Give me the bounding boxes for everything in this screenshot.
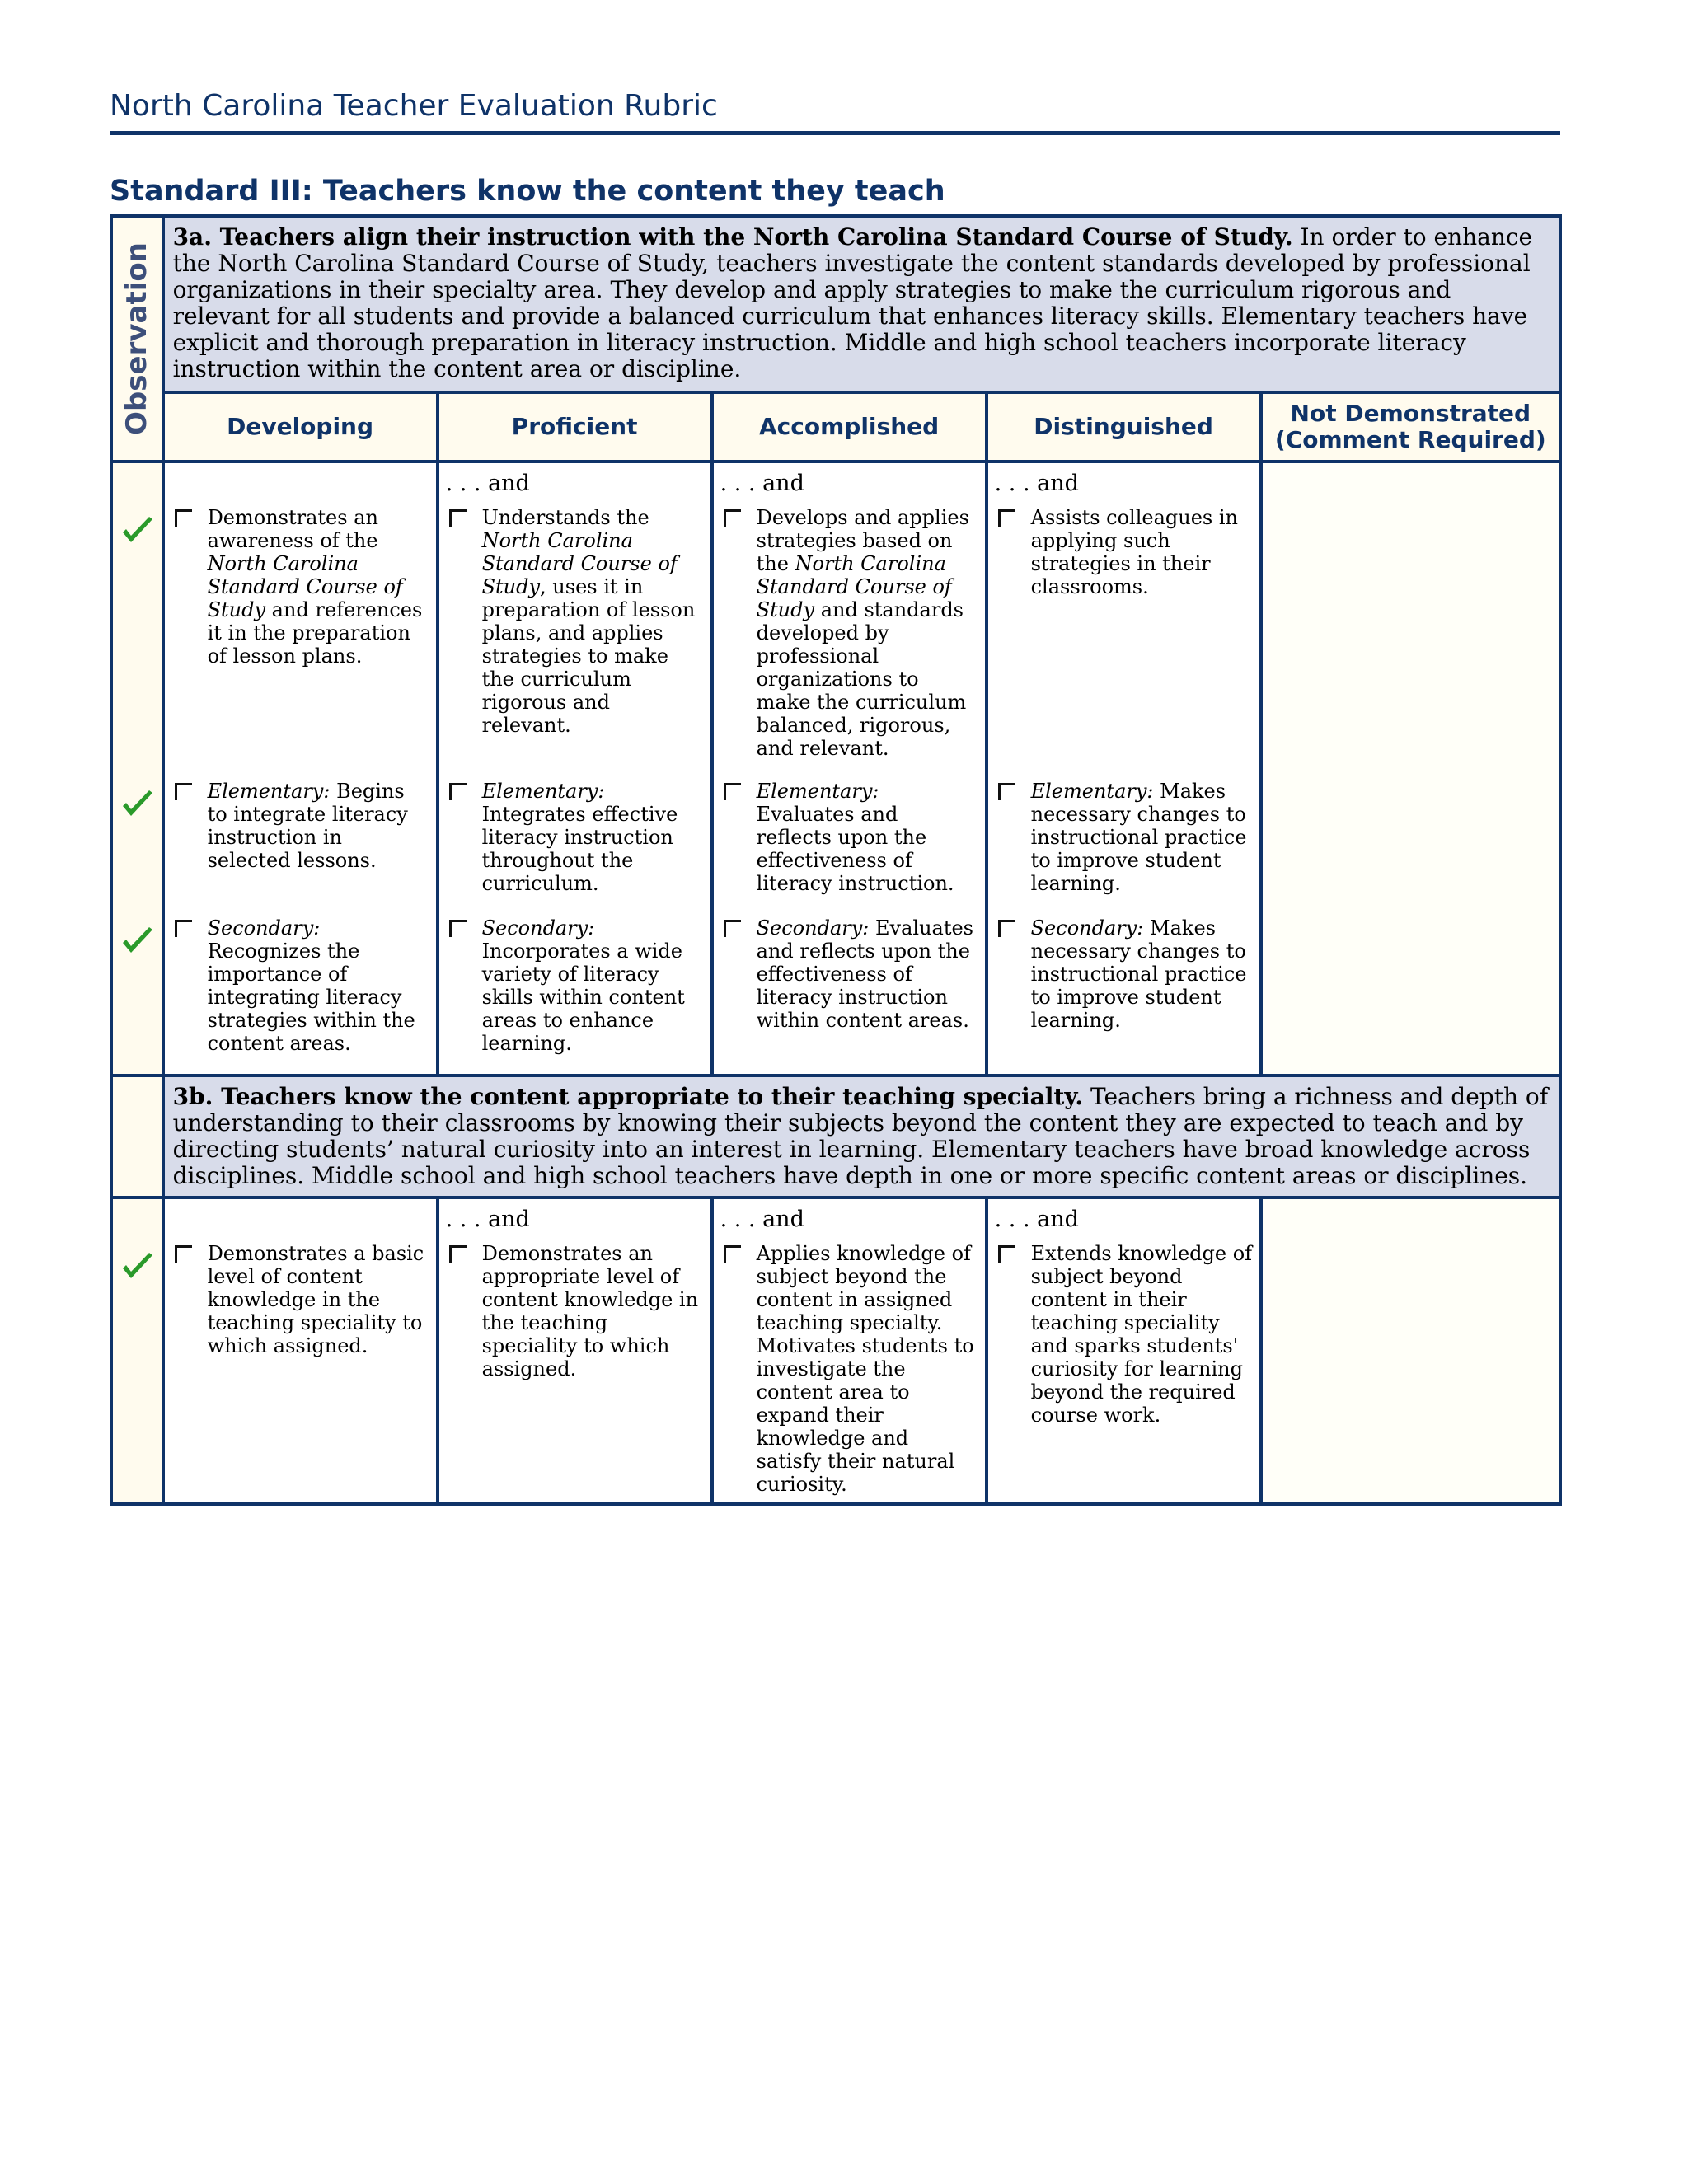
section-3a-lead: 3a. Teachers align their instruction with the North Carolina Standard Course of Study. <box>172 223 1293 251</box>
check-icon <box>120 925 156 958</box>
observation-spacer-3b <box>111 1076 163 1197</box>
checkbox[interactable] <box>449 509 467 527</box>
proficient-3a-cell <box>438 462 712 1076</box>
list-item: Demonstrates an appropriate level of content knowledge in the teaching speciality to which assigned. <box>446 1242 704 1380</box>
checkbox[interactable] <box>998 1245 1015 1263</box>
proficient-3b-cell <box>438 1197 712 1504</box>
list-item: Secondary: Makes necessary changes to instructional practice to improve student learning. <box>995 916 1253 1032</box>
column-header-developing: Developing <box>163 392 438 462</box>
developing-3a-cell <box>163 462 438 1076</box>
and-label: . . . and <box>994 471 1079 496</box>
not-demonstrated-line1: Not Demonstrated <box>1290 400 1531 427</box>
list-item: Assists colleagues in applying such strategies in their classrooms. <box>995 506 1253 780</box>
title-divider <box>110 131 1560 135</box>
accomplished-3b-cell <box>712 1197 987 1504</box>
accomplished-3a-cell <box>712 462 987 1076</box>
list-item: Develops and applies strategies based on the North Carolina Standard Course of Study and standards developed by professional organizations to make the curriculum balanced, rigorous, and relevant. <box>720 506 978 780</box>
observation-label: Observation <box>120 242 154 435</box>
checkbox[interactable] <box>724 1245 741 1263</box>
checkbox[interactable] <box>998 920 1015 937</box>
list-item: Secondary: Evaluates and reflects upon the effectiveness of literacy instruction within content areas. <box>720 916 978 1032</box>
observation-checks-3b <box>111 1197 163 1504</box>
and-label: . . . and <box>445 471 530 496</box>
check-icon <box>120 788 156 821</box>
list-item: Elementary: Evaluates and reflects upon the effectiveness of literacy instruction. <box>720 780 978 916</box>
distinguished-3a-cell <box>987 462 1261 1076</box>
checkbox[interactable] <box>724 920 741 937</box>
checkbox[interactable] <box>175 509 192 527</box>
checkbox[interactable] <box>998 783 1015 800</box>
not-demonstrated-3a-cell[interactable] <box>1261 462 1560 1076</box>
list-item: Demonstrates an awareness of the North Carolina Standard Course of Study and references it in the preparation of lesson plans. <box>171 506 429 780</box>
checkbox[interactable] <box>449 1245 467 1263</box>
checkbox[interactable] <box>175 783 192 800</box>
checkbox[interactable] <box>998 509 1015 527</box>
column-header-distinguished: Distinguished <box>987 392 1261 462</box>
distinguished-3b-cell <box>987 1197 1261 1504</box>
and-label: . . . and <box>720 471 804 496</box>
section-3a-description <box>163 216 1560 392</box>
list-item: Elementary: Begins to integrate literacy instruction in selected lessons. <box>171 780 429 916</box>
column-header-not-demonstrated <box>1261 392 1560 462</box>
list-item: Elementary: Makes necessary changes to instructional practice to improve student learning. <box>995 780 1253 916</box>
list-item: Demonstrates a basic level of content knowledge in the teaching speciality to which assigned. <box>171 1242 429 1357</box>
checkbox[interactable] <box>724 509 741 527</box>
section-3b-description <box>163 1076 1560 1197</box>
list-item: Understands the North Carolina Standard Course of Study, uses it in preparation of lesson plans, and applies strategies to make the curriculum rigorous and relevant. <box>446 506 704 780</box>
not-demonstrated-3b-cell[interactable] <box>1261 1197 1560 1504</box>
not-demonstrated-line2: (Comment Required) <box>1274 426 1546 453</box>
document-title: North Carolina Teacher Evaluation Rubric <box>110 89 718 123</box>
section-3a-body: In order to enhance the North Carolina Standard Course of Study, teachers investigate the content standards developed by professional organizations in their specialty area. They develop and apply strategies to make the curriculum rigorous and relevant for all students and provide a balanced curriculum that enhances literacy skills. Elementary teachers have explicit and thorough preparation in literacy instruction. Middle and high school teachers incorporate literacy instruction within the content area or discipline. <box>172 223 1533 382</box>
observation-label-cell <box>111 216 163 462</box>
observation-checks-3a <box>111 462 163 1076</box>
list-item: Secondary: Recognizes the importance of integrating literacy strategies within the content areas. <box>171 916 429 1055</box>
checkbox[interactable] <box>724 783 741 800</box>
check-icon <box>120 1250 156 1283</box>
check-icon <box>120 514 156 547</box>
and-label: . . . and <box>445 1207 530 1232</box>
list-item: Elementary: Integrates effective literacy instruction throughout the curriculum. <box>446 780 704 916</box>
list-item: Secondary: Incorporates a wide variety of literacy skills within content areas to enhance learning. <box>446 916 704 1055</box>
section-3b-body: Teachers bring a richness and depth of understanding to their classrooms by knowing their subjects beyond the content they are expected to teach and by directing students’ natural curiosity into an interest in learning. Elementary teachers have broad knowledge across disciplines. Middle school and high school teachers have depth in one or more specific content areas or disciplines. <box>172 1083 1549 1189</box>
column-header-accomplished: Accomplished <box>712 392 987 462</box>
section-3b-lead: 3b. Teachers know the content appropriate to their teaching specialty. <box>172 1083 1084 1110</box>
and-label: . . . and <box>994 1207 1079 1232</box>
rubric-table <box>110 214 1562 1506</box>
list-item: Applies knowledge of subject beyond the content in assigned teaching specialty. Motivates students to investigate the content area to expand their knowledge and satisfy their natural curiosity. <box>720 1242 978 1496</box>
column-header-proficient: Proficient <box>438 392 712 462</box>
checkbox[interactable] <box>175 1245 192 1263</box>
checkbox[interactable] <box>449 920 467 937</box>
list-item: Extends knowledge of subject beyond content in their teaching speciality and sparks students' curiosity for learning beyond the required course work. <box>995 1242 1253 1427</box>
standard-title: Standard III: Teachers know the content they teach <box>110 175 945 208</box>
developing-3b-cell <box>163 1197 438 1504</box>
checkbox[interactable] <box>449 783 467 800</box>
and-label: . . . and <box>720 1207 804 1232</box>
checkbox[interactable] <box>175 920 192 937</box>
